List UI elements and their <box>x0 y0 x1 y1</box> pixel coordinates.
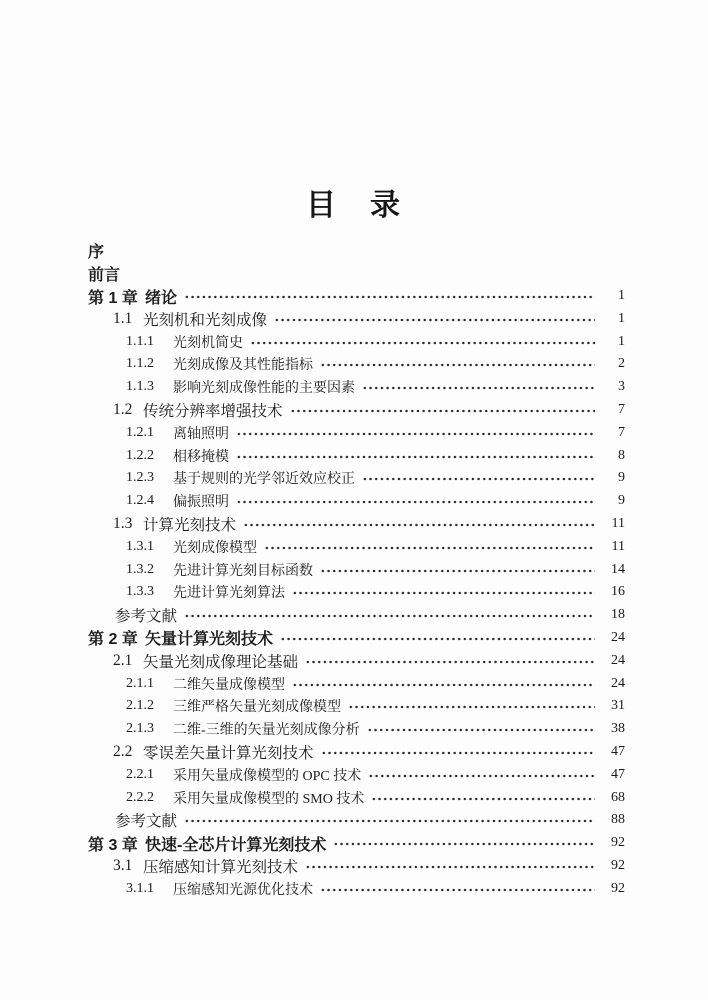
toc-entry-page: 2 <box>618 356 625 372</box>
leader-dots <box>320 564 595 578</box>
toc-entry-title: 矢量光刻成像理论基础 <box>143 653 299 671</box>
toc-entry-page: 24 <box>611 629 625 645</box>
toc-entry <box>88 490 625 513</box>
toc-entry-title: 前言 <box>88 266 121 284</box>
toc-entry-title: 参考文献 <box>115 608 178 626</box>
toc-entry-page: 9 <box>618 493 625 509</box>
leader-dots <box>264 541 595 555</box>
toc-entry <box>88 786 625 809</box>
leader-dots <box>320 358 595 372</box>
leader-dots <box>184 814 595 828</box>
toc-entry-page: 24 <box>611 675 625 691</box>
toc-entry-page: 11 <box>611 515 625 531</box>
toc-entry-page: 1 <box>618 287 625 303</box>
toc-entry-page: 18 <box>611 607 625 623</box>
leader-dots <box>184 609 595 623</box>
page-title: 目 录 <box>306 189 402 222</box>
toc-list <box>88 239 625 900</box>
toc-entry <box>88 353 625 376</box>
toc-entry-title: 绪论 <box>145 289 178 307</box>
toc-entry <box>88 330 625 353</box>
toc-entry <box>88 649 625 672</box>
toc-entry <box>88 307 625 330</box>
leader-dots <box>348 700 595 714</box>
toc-entry <box>88 672 625 695</box>
toc-entry <box>88 741 625 764</box>
toc-entry-title: 相移掩模 <box>173 449 229 465</box>
toc-entry-number: 1.3.3 <box>126 584 154 600</box>
toc-entry-number: 1.1 <box>113 309 133 327</box>
toc-entry-page: 9 <box>618 470 625 486</box>
toc-entry-page: 88 <box>611 812 625 828</box>
toc-entry-page: 14 <box>611 561 625 577</box>
toc-entry-title: 快速-全芯片计算光刻技术 <box>145 836 327 854</box>
toc-entry-page: 7 <box>618 401 625 417</box>
toc-entry-number: 1.2.3 <box>126 470 154 486</box>
leader-dots <box>292 678 595 692</box>
toc-entry-title: 偏振照明 <box>173 495 229 511</box>
toc-entry-page: 38 <box>611 721 625 737</box>
toc-entry-number: 1.1.3 <box>126 379 154 395</box>
toc-entry <box>88 513 625 536</box>
toc-entry-number: 3.1.1 <box>126 880 154 896</box>
toc-entry-page: 31 <box>611 698 625 714</box>
toc-entry <box>88 627 625 650</box>
toc-entry-page: 11 <box>611 538 625 554</box>
toc-entry-page: 8 <box>618 447 625 463</box>
toc-entry-page: 1 <box>618 310 625 326</box>
toc-entry <box>88 262 625 285</box>
toc-entry <box>88 399 625 422</box>
toc-entry <box>88 581 625 604</box>
toc-entry-number: 1.3 <box>113 514 133 532</box>
toc-entry-number: 2.2.1 <box>126 766 154 782</box>
toc-entry <box>88 809 625 832</box>
leader-dots <box>362 381 595 395</box>
toc-entry-number: 2.1 <box>113 651 133 669</box>
toc-entry-title: 矢量计算光刻技术 <box>145 631 274 649</box>
toc-entry <box>88 718 625 741</box>
toc-entry-title: 先进计算光刻目标函数 <box>173 563 313 579</box>
toc-entry-title: 压缩感知计算光刻技术 <box>143 858 299 876</box>
toc-entry-page: 3 <box>618 379 625 395</box>
toc-entry-page: 92 <box>611 880 625 896</box>
leader-dots <box>274 313 595 327</box>
toc-entry <box>88 558 625 581</box>
toc-entry-title: 序 <box>88 243 105 261</box>
toc-entry <box>88 239 625 262</box>
toc-entry-number: 1.3.2 <box>126 561 154 577</box>
toc-entry-title: 采用矢量成像模型的 OPC 技术 <box>173 768 362 784</box>
toc-entry-page: 92 <box>611 835 625 851</box>
toc-entry-number: 3.1 <box>113 856 133 874</box>
toc-entry-title: 采用矢量成像模型的 SMO 技术 <box>173 791 365 807</box>
toc-entry <box>88 832 625 855</box>
toc-entry-title: 计算光刻技术 <box>143 516 237 534</box>
toc-entry-page: 68 <box>611 789 625 805</box>
toc-entry <box>88 763 625 786</box>
leader-dots <box>333 837 595 851</box>
toc-entry-number: 1.3.1 <box>126 538 154 554</box>
toc-entry-number: 2.1.2 <box>126 698 154 714</box>
toc-entry-title: 压缩感知光源优化技术 <box>173 882 313 898</box>
toc-entry <box>88 695 625 718</box>
leader-dots <box>321 746 595 760</box>
toc-entry-title: 光刻机和光刻成像 <box>143 311 268 329</box>
toc-entry <box>88 855 625 878</box>
leader-dots <box>305 860 595 874</box>
leader-dots <box>362 472 595 486</box>
toc-entry <box>88 535 625 558</box>
toc-entry-number: 1.2 <box>113 400 133 418</box>
toc-entry-title: 光刻成像模型 <box>173 540 257 556</box>
toc-entry-title: 参考文献 <box>115 813 178 831</box>
toc-entry <box>88 877 625 900</box>
leader-dots <box>367 723 595 737</box>
toc-entry-title: 影响光刻成像性能的主要因素 <box>173 381 355 397</box>
toc-entry-title: 基于规则的光学邻近效应校正 <box>173 472 355 488</box>
leader-dots <box>236 427 595 441</box>
toc-entry-number: 第 2 章 <box>88 631 138 649</box>
leader-dots <box>250 336 595 350</box>
leader-dots <box>280 632 595 646</box>
toc-entry-title: 离轴照明 <box>173 426 229 442</box>
leader-dots <box>320 883 595 897</box>
toc-entry-page: 1 <box>618 333 625 349</box>
toc-entry-page: 47 <box>611 766 625 782</box>
toc-entry-page: 24 <box>611 652 625 668</box>
toc-entry-title: 光刻机简史 <box>173 335 243 351</box>
toc-entry-page: 16 <box>611 584 625 600</box>
leader-dots <box>184 290 595 304</box>
leader-dots <box>305 655 595 669</box>
toc-entry-number: 1.1.1 <box>126 333 154 349</box>
leader-dots <box>236 450 595 464</box>
toc-entry-number: 第 3 章 <box>88 836 138 854</box>
toc-entry-title: 传统分辨率增强技术 <box>143 402 283 420</box>
toc-entry-title: 光刻成像及其性能指标 <box>173 358 313 374</box>
toc-entry-title: 二维矢量成像模型 <box>173 677 285 693</box>
leader-dots <box>243 518 595 532</box>
toc-entry-number: 2.2.2 <box>126 789 154 805</box>
toc-entry <box>88 285 625 308</box>
leader-dots <box>371 792 595 806</box>
toc-entry <box>88 444 625 467</box>
toc-entry-number: 2.1.3 <box>126 721 154 737</box>
toc-entry-page: 47 <box>611 743 625 759</box>
leader-dots <box>290 404 595 418</box>
toc-entry-number: 1.1.2 <box>126 356 154 372</box>
toc-entry-number: 第 1 章 <box>88 289 138 307</box>
toc-entry-number: 2.1.1 <box>126 675 154 691</box>
toc-entry-number: 1.2.4 <box>126 493 154 509</box>
toc-entry-title: 先进计算光刻算法 <box>173 586 285 602</box>
toc-entry <box>88 604 625 627</box>
toc-entry-number: 1.2.1 <box>126 424 154 440</box>
toc-entry-title: 二维-三维的矢量光刻成像分析 <box>173 723 360 739</box>
toc-entry <box>88 467 625 490</box>
toc-entry-number: 1.2.2 <box>126 447 154 463</box>
leader-dots <box>292 586 595 600</box>
toc-entry-number: 2.2 <box>113 742 133 760</box>
toc-entry-title: 零误差矢量计算光刻技术 <box>143 744 314 762</box>
toc-entry <box>88 376 625 399</box>
toc-entry-title: 三维严格矢量光刻成像模型 <box>173 700 341 716</box>
toc-entry <box>88 421 625 444</box>
toc-entry-page: 92 <box>611 857 625 873</box>
toc-entry-page: 7 <box>618 424 625 440</box>
leader-dots <box>236 495 595 509</box>
leader-dots <box>368 769 595 783</box>
